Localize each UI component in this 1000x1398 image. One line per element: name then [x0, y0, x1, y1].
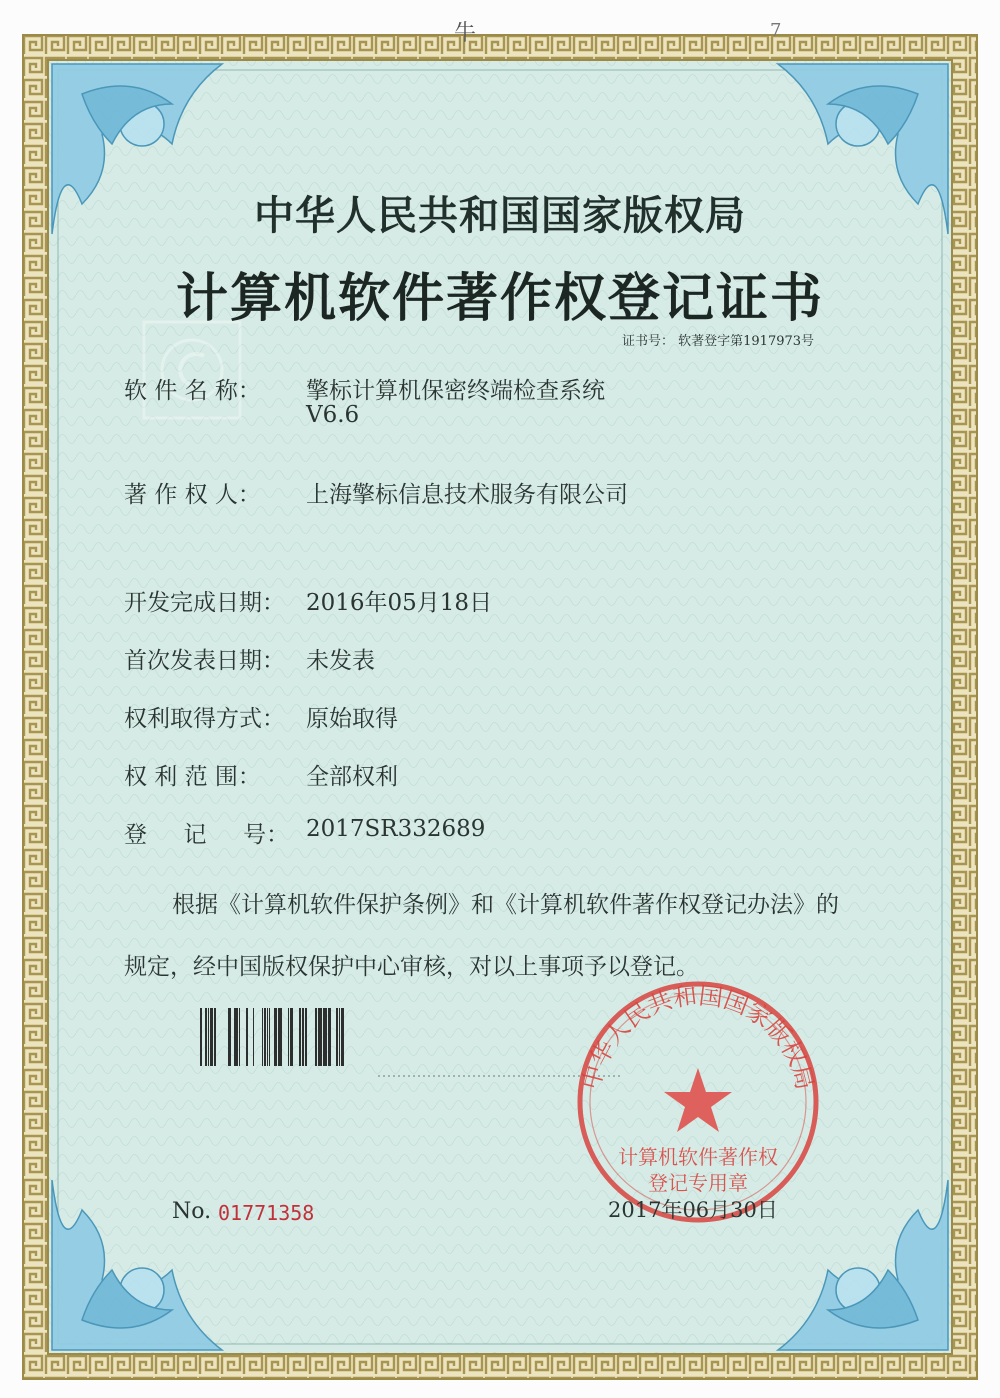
- field-value-acquisition-method: 原始取得: [306, 706, 398, 732]
- seal-text-layer: [22, 34, 978, 1380]
- certificate-number: 证书号： 软著登字第1917973号: [622, 334, 815, 349]
- field-value-software-version: V6.6: [306, 402, 360, 428]
- field-value-copyright-owner: 上海擎标信息技术服务有限公司: [306, 482, 628, 508]
- handwritten-mark-right: 7: [770, 20, 782, 41]
- field-label-software-name: 软 件 名 称：: [124, 378, 261, 404]
- agency-title: 中华人民共和国国家版权局: [254, 192, 746, 239]
- handwritten-mark: 牛: [454, 21, 477, 46]
- serial-number: 01771358: [218, 1201, 315, 1225]
- field-label-completion-date: 开发完成日期：: [124, 590, 285, 616]
- statement-line-2: 规定，经中国版权保护中心审核，对以上事项予以登记。: [124, 954, 699, 980]
- statement-line-1: 根据《计算机软件保护条例》和《计算机软件著作权登记办法》的: [172, 892, 839, 918]
- serial-label: No.: [172, 1199, 212, 1224]
- issue-date: 2017年06月30日: [608, 1198, 778, 1222]
- field-value-first-publication: 未发表: [306, 648, 375, 674]
- seal-ring-text: 中华人民共和国国家版权局: [576, 981, 820, 1093]
- field-label-acquisition-method: 权利取得方式：: [124, 706, 285, 732]
- field-label-copyright-owner: 著 作 权 人：: [124, 482, 261, 508]
- seal-inner-line-1: 计算机软件著作权: [618, 1145, 778, 1169]
- field-value-completion-date: 2016年05月18日: [306, 590, 493, 616]
- field-label-registration-number: 登 记 号：: [124, 822, 290, 848]
- certificate: [22, 20, 978, 1380]
- field-value-software-name: 擎标计算机保密终端检查系统: [306, 378, 605, 404]
- seal-inner-line-2: 登记专用章: [648, 1171, 748, 1195]
- certificate-title: 计算机软件著作权登记证书: [175, 268, 824, 329]
- field-label-first-publication: 首次发表日期：: [124, 648, 285, 674]
- svg-text:中华人民共和国国家版权局: [577, 982, 819, 1093]
- field-value-registration-number: 2017SR332689: [306, 816, 486, 842]
- field-label-scope: 权 利 范 围：: [124, 764, 261, 790]
- field-value-scope: 全部权利: [306, 764, 398, 790]
